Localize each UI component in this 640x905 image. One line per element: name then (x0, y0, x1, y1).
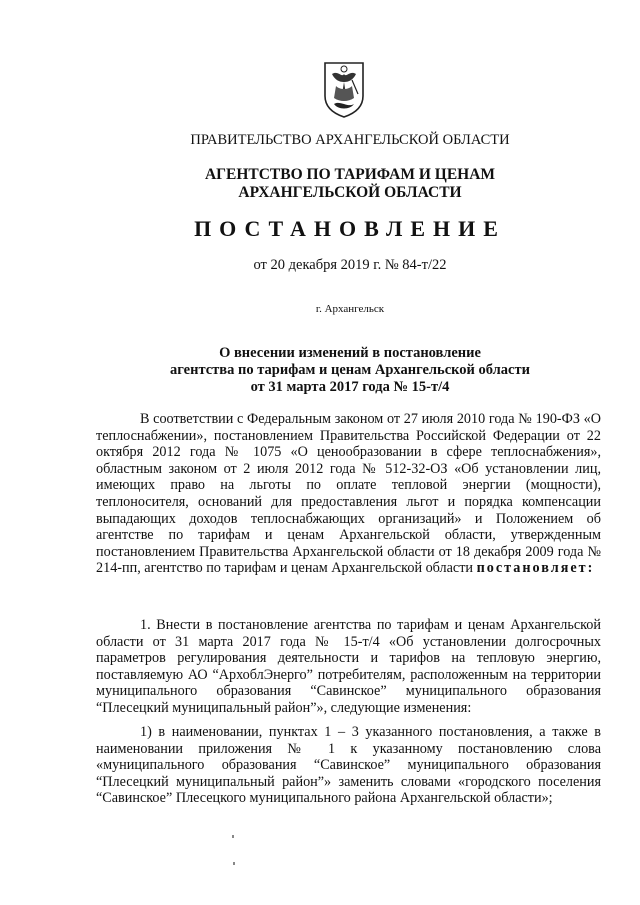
subject-line3: от 31 марта 2017 года № 15-т/4 (250, 379, 450, 395)
item-1-paragraph (96, 617, 601, 717)
item-1-1-paragraph (96, 724, 601, 807)
scan-mark (233, 862, 235, 865)
agency-title-line1: АГЕНТСТВО ПО ТАРИФАМ И ЦЕНАМ (204, 166, 496, 183)
preamble-text: В соответствии с Федеральным законом от 27 июля 2010 года № 190-ФЗ «О теплоснабжении», постановлением Правительства Российской Федерации от 22 октября 2012 года № 1075 «О ценообразовании в сфере теплоснабжения», областным законом от 2 июля 2012 года № 512-32-ОЗ «Об установлении лиц, имеющих право на льготы по оплате тепловой энергии (мощности), теплоносителя, оснований для предоставления льгот и порядка компенсации выпадающих доходов теплоснабжающих организаций» и Положением об агентстве по тарифам и ценам Архангельской области, утвержденным постановлением Правительства Архангельской области от 18 декабря 2009 года № 214-пп, агентство по тарифам и ценам Архангельской области (96, 411, 601, 577)
agency-title (80, 166, 620, 202)
preamble-paragraph (96, 411, 601, 577)
document-subject (80, 345, 620, 396)
coat-of-arms-icon (322, 60, 366, 118)
city: г. Архангельск (315, 303, 385, 315)
item-1-1-text: 1) в наименовании, пунктах 1 – 3 указанного постановления, а также в наименовании приложения № 1 к указанному постановлению слова «муниципального образования “Савинское” муниципального образования “Плесецкий муниципальный район”» заменить словами «городского поселения “Савинское” Плесецкого муниципального района Архангельской области»; (96, 724, 601, 807)
scan-mark (232, 835, 234, 838)
resolves-word: постановляет: (476, 560, 595, 577)
document-type: ПОСТАНОВЛЕНИЕ (194, 216, 506, 241)
subject-line1: О внесении изменений в постановление (219, 345, 481, 361)
agency-title-line2: АРХАНГЕЛЬСКОЙ ОБЛАСТИ (238, 184, 462, 201)
government-title: ПРАВИТЕЛЬСТВО АРХАНГЕЛЬСКОЙ ОБЛАСТИ (190, 132, 510, 148)
item-1-text: 1. Внести в постановление агентства по тарифам и ценам Архангельской области от 31 марта 2017 года № 15-т/4 «Об установлении долгосрочных параметров регулирования деятельности и тарифов на тепловую энергию, поставляемую АО “АрхоблЭнерго” потребителям, расположенным на территории муниципального образования “Савинское” муниципального образования “Плесецкий муниципальный район”», следующие изменения: (96, 617, 601, 716)
subject-line2: агентства по тарифам и ценам Архангельской области (170, 362, 530, 378)
date-number: от 20 декабря 2019 г. № 84-т/22 (253, 257, 447, 273)
